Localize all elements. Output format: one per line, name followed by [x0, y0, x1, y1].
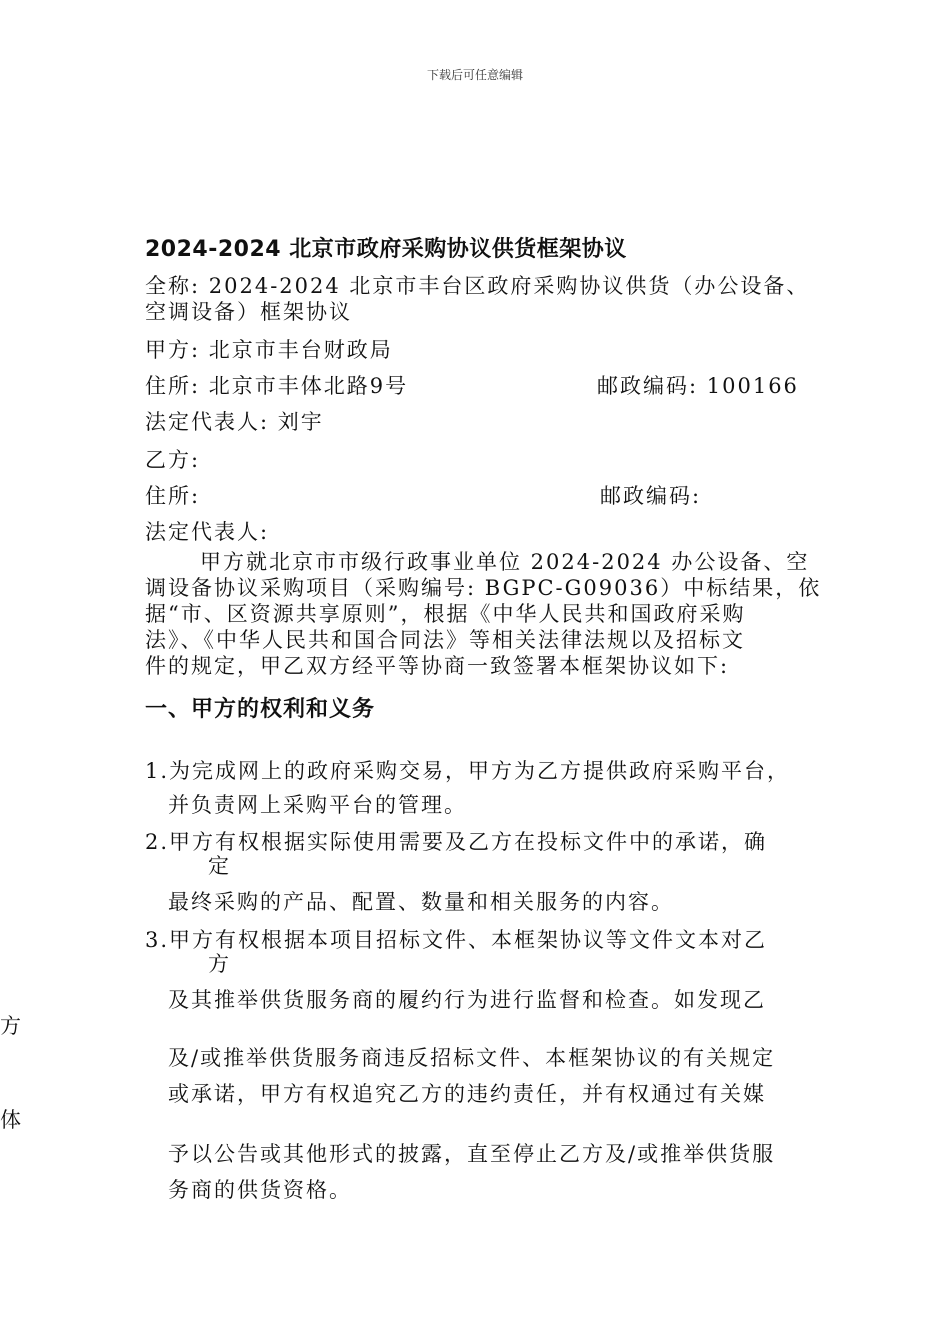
item-3-line-6: 务商的供货资格。	[168, 1178, 352, 1202]
item-1-line-1: 1.为完成网上的政府采购交易，甲方为乙方提供政府采购平台，	[145, 759, 791, 783]
party-b-representative: 法定代表人:	[145, 520, 270, 544]
item-3-wrap-3: 体	[0, 1108, 23, 1132]
item-2-line-1: 2.甲方有权根据实际使用需要及乙方在投标文件中的承诺，确	[145, 830, 768, 854]
item-3-line-1: 3.甲方有权根据本项目招标文件、本框架协议等文件文本对乙	[145, 928, 768, 952]
item-3-line-4: 或承诺，甲方有权追究乙方的违约责任，并有权通过有关媒	[168, 1082, 766, 1106]
section-heading: 一、甲方的权利和义务	[145, 697, 376, 722]
party-b-postcode: 邮政编码:	[600, 484, 702, 508]
fullname-line-1: 全称: 2024-2024 北京市丰台区政府采购协议供货（办公设备、	[145, 274, 810, 298]
page-header-note: 下载后可任意编辑	[426, 68, 523, 82]
fullname-line-2: 空调设备）框架协议	[145, 300, 352, 324]
intro-line-1: 甲方就北京市市级行政事业单位 2024-2024 办公设备、空	[200, 550, 810, 574]
intro-line-3: 据“市、区资源共享原则”，根据《中华人民共和国政府采购	[145, 602, 746, 626]
item-2-wrap: 定	[208, 854, 231, 878]
party-a-address: 住所: 北京市丰体北路9号	[145, 374, 409, 398]
party-b-name: 乙方:	[145, 448, 201, 472]
item-3-wrap-2: 方	[0, 1014, 23, 1038]
intro-line-5: 件的规定，甲乙双方经平等协商一致签署本框架协议如下:	[145, 654, 730, 678]
item-3-line-5: 予以公告或其他形式的披露，直至停止乙方及/或推举供货服	[168, 1142, 776, 1166]
party-a-representative: 法定代表人: 刘宇	[145, 410, 324, 434]
party-a-name: 甲方: 北京市丰台财政局	[145, 338, 393, 362]
item-1-line-2: 并负责网上采购平台的管理。	[168, 793, 467, 817]
item-3-line-2: 及其推举供货服务商的履约行为进行监督和检查。如发现乙	[168, 988, 766, 1012]
intro-line-2: 调设备协议采购项目（采购编号: BGPC-G09036）中标结果，依	[145, 576, 822, 600]
item-2-line-2: 最终采购的产品、配置、数量和相关服务的内容。	[168, 890, 674, 914]
intro-line-4: 法》、《中华人民共和国合同法》等相关法律法规以及招标文	[145, 628, 745, 652]
item-3-wrap-1: 方	[208, 952, 231, 976]
item-3-line-3: 及/或推举供货服务商违反招标文件、本框架协议的有关规定	[168, 1046, 776, 1070]
party-a-postcode: 邮政编码: 100166	[597, 374, 799, 398]
party-b-address: 住所:	[145, 484, 201, 508]
document-title: 2024-2024 北京市政府采购协议供货框架协议	[145, 237, 627, 262]
